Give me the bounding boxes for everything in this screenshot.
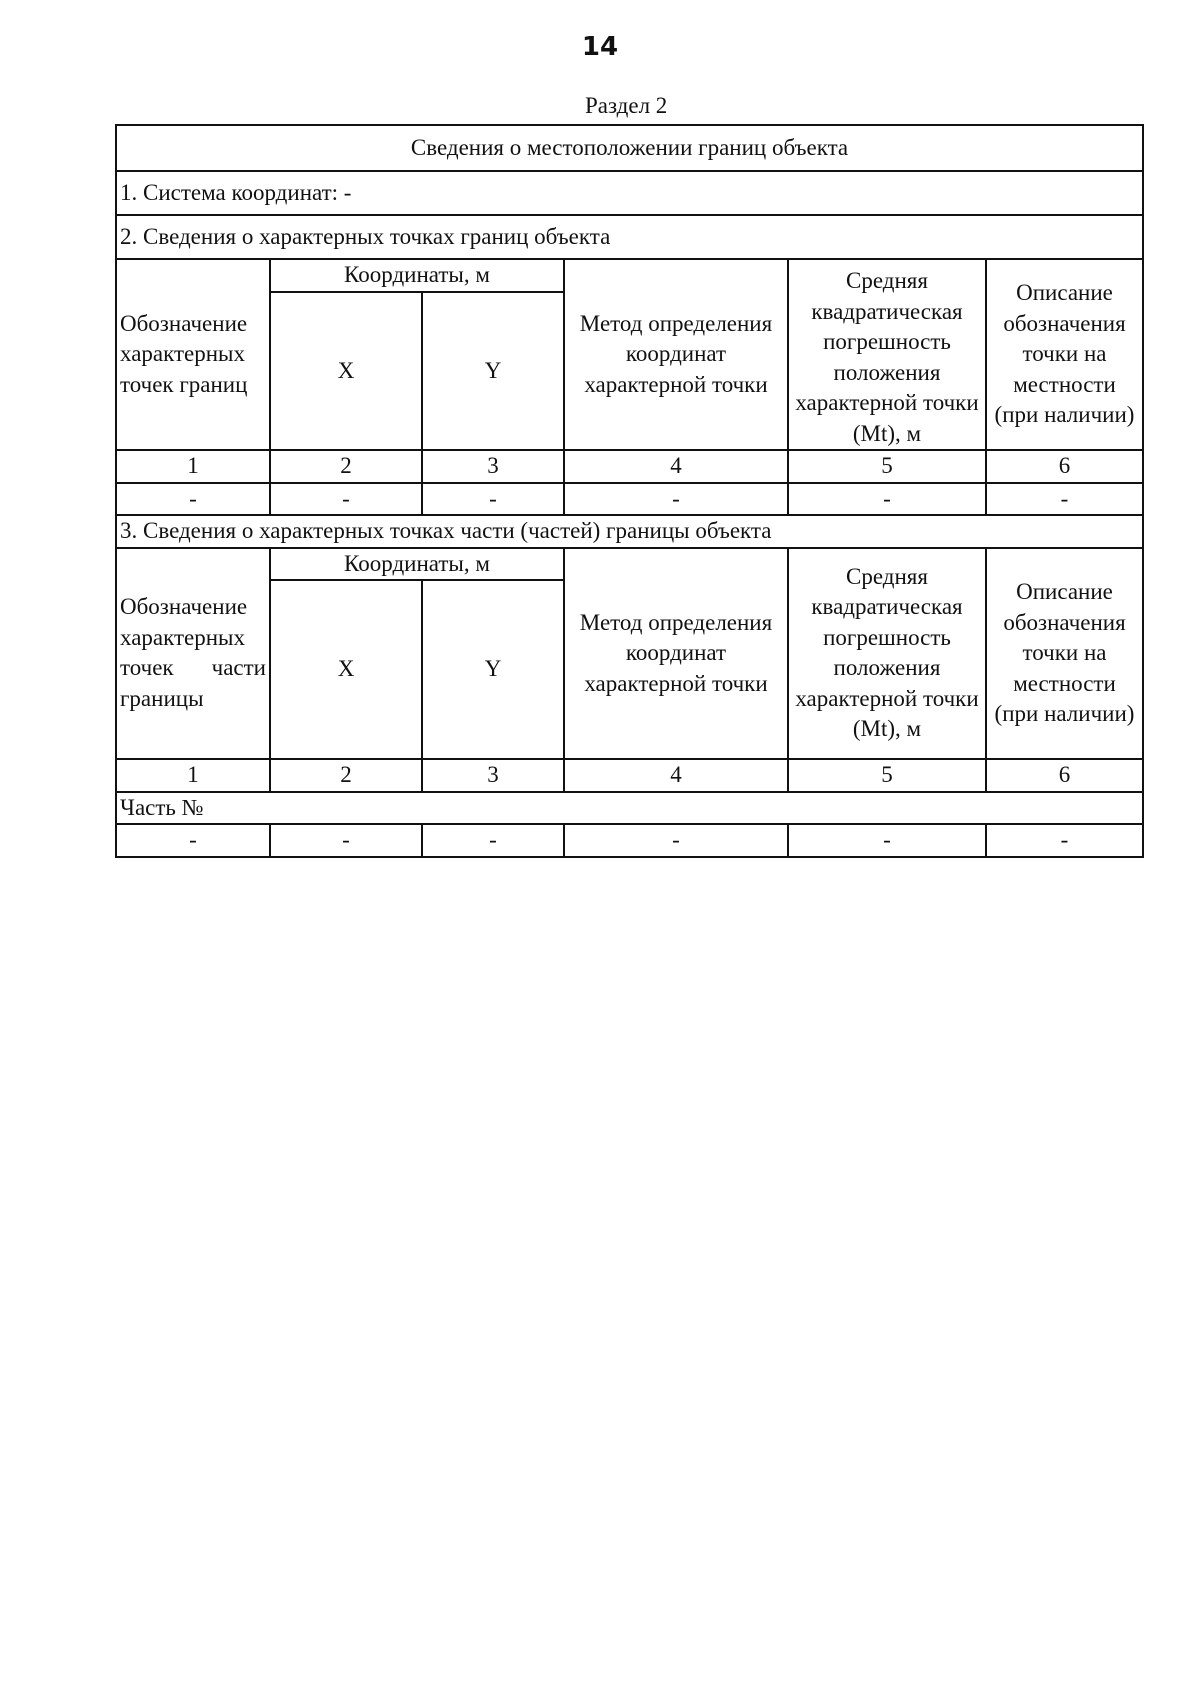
block2-part-label: Часть № xyxy=(116,792,1143,825)
block2-num-cell: 6 xyxy=(986,759,1143,792)
block1-data-cell: - xyxy=(788,483,986,516)
block1-col-coordinates: Координаты, м xyxy=(270,259,564,292)
block2-col-description: Описание обозначения точки на местности (при наличии) xyxy=(986,548,1143,760)
coordinate-system-row xyxy=(116,171,1143,215)
block1-num-cell: 1 xyxy=(116,450,270,483)
coordinate-system: 1. Система координат: - xyxy=(116,171,1143,215)
block2-data-cell: - xyxy=(564,824,788,857)
block2-col-coordinates: Координаты, м xyxy=(270,548,564,581)
block1-num-cell: 4 xyxy=(564,450,788,483)
block1-data-cell: - xyxy=(986,483,1143,516)
block2-num-cell: 3 xyxy=(422,759,564,792)
block2-data-cell: - xyxy=(422,824,564,857)
block1-data-cell: - xyxy=(564,483,788,516)
block2-title: 3. Сведения о характерных точках части (частей) границы объекта xyxy=(116,515,1143,548)
block1-numbers-row xyxy=(116,450,1143,483)
block1-col-designation: Обозначение характерных точек границ xyxy=(116,259,270,450)
block1-col-x: X xyxy=(270,292,422,450)
block2-data-cell: - xyxy=(116,824,270,857)
block1-data-row xyxy=(116,483,1143,516)
block2-col-x: X xyxy=(270,580,422,759)
boundary-info-table xyxy=(115,124,1144,858)
block2-col-error: Средняя квадратическая погрешность положения характерной точки (Mt), м xyxy=(788,548,986,760)
table-title: Сведения о местоположении границ объекта xyxy=(116,125,1143,171)
block2-data-cell: - xyxy=(986,824,1143,857)
block2-header-row xyxy=(116,548,1143,581)
block2-num-cell: 5 xyxy=(788,759,986,792)
block1-data-cell: - xyxy=(116,483,270,516)
block2-col-method: Метод определения координат характерной точки xyxy=(564,548,788,760)
block2-col-y: Y xyxy=(422,580,564,759)
block2-part-row xyxy=(116,792,1143,825)
table-title-row xyxy=(116,125,1143,171)
block2-data-row xyxy=(116,824,1143,857)
block1-num-cell: 5 xyxy=(788,450,986,483)
block1-col-description: Описание обозначения точки на местности (при наличии) xyxy=(986,259,1143,450)
block2-col-designation: Обозначение характерных точек части границы xyxy=(116,548,270,760)
block1-num-cell: 3 xyxy=(422,450,564,483)
block2-num-cell: 2 xyxy=(270,759,422,792)
block1-data-cell: - xyxy=(270,483,422,516)
block1-title: 2. Сведения о характерных точках границ объекта xyxy=(116,215,1143,259)
block2-data-cell: - xyxy=(270,824,422,857)
block2-title-row xyxy=(116,515,1143,548)
block2-data-cell: - xyxy=(788,824,986,857)
block1-col-method: Метод определения координат характерной точки xyxy=(564,259,788,450)
block1-data-cell: - xyxy=(422,483,564,516)
page-number: 14 xyxy=(581,32,619,62)
block1-col-error: Средняя квадратическая погрешность положения характерной точки (Mt), м xyxy=(788,259,986,450)
block1-num-cell: 6 xyxy=(986,450,1143,483)
block1-title-row xyxy=(116,215,1143,259)
block1-header-row xyxy=(116,259,1143,292)
section-title: Раздел 2 xyxy=(585,93,668,118)
block2-numbers-row xyxy=(116,759,1143,792)
block1-col-y: Y xyxy=(422,292,564,450)
block2-num-cell: 1 xyxy=(116,759,270,792)
block1-num-cell: 2 xyxy=(270,450,422,483)
block2-num-cell: 4 xyxy=(564,759,788,792)
